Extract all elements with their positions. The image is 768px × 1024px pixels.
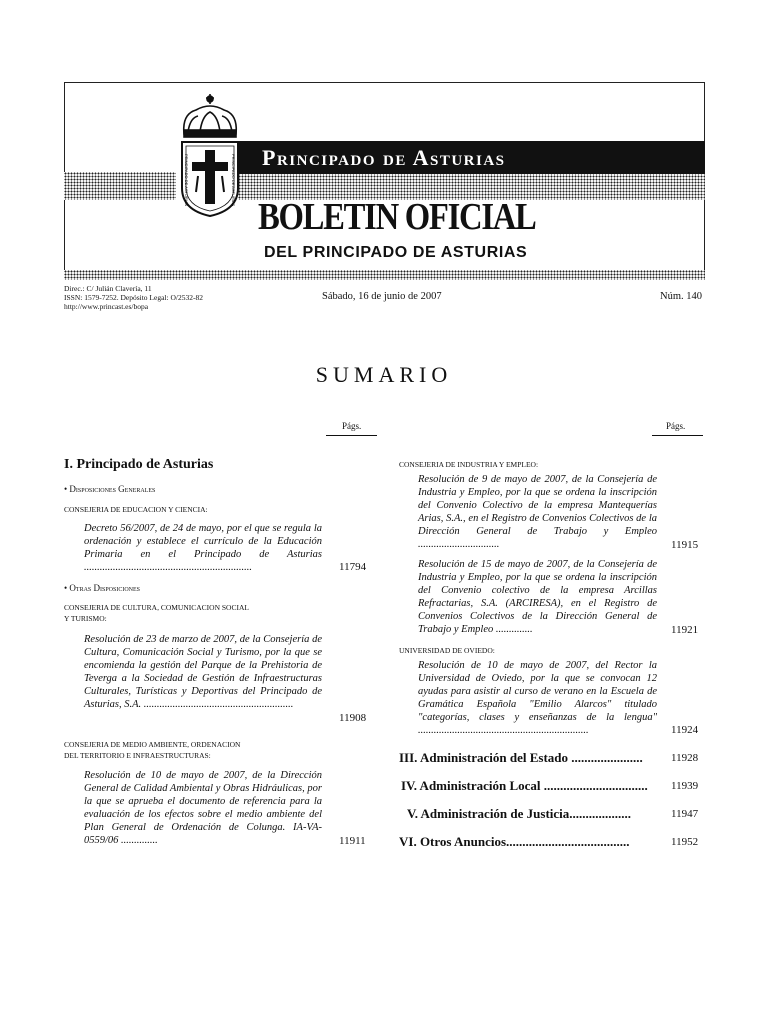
section-page-number: 11939 <box>671 780 699 792</box>
page-title: SUMARIO <box>315 362 453 387</box>
entry-resolucion-15-mayo-arciresa[interactable]: Resolución de 15 de mayo de 2007, de la Consejería de Industria y Empleo, por la que se ordena la inscripción del Convenio colectivo de la empresa Arcillas Refractarias, S.A. (ARCIRESA), en el Registro de Convenios Colectivos de la Dirección General de Trabajo y Empleo .............. <box>418 559 657 635</box>
universidad-oviedo: UNIVERSIDAD DE OVIEDO: <box>399 646 495 655</box>
section-administracion-justicia[interactable]: V. Administración de Justicia................... <box>407 806 632 821</box>
consejeria-industria: CONSEJERIA DE INDUSTRIA Y EMPLEO: <box>399 460 539 469</box>
consejeria-medio-ambiente-line1: CONSEJERIA DE MEDIO AMBIENTE, ORDENACION <box>64 740 241 749</box>
entry-page-number: 11911 <box>339 835 366 847</box>
consejeria-cultura-line1: CONSEJERIA DE CULTURA, COMUNICACION SOCIAL <box>64 603 249 612</box>
section-page-number: 11947 <box>671 808 699 820</box>
entry-page-number: 11908 <box>339 712 367 724</box>
section-otros-anuncios[interactable]: VI. Otros Anuncios...................................... <box>399 834 630 849</box>
masthead-dot-band-bottom <box>64 270 705 280</box>
entry-resolucion-23-marzo[interactable]: Resolución de 23 de marzo de 2007, de la Consejería de Cultura, Comunicación Social y Turismo, por la que se encomienda la gestión del Parque de la Prehistoria de Teverga a la Sociedad de Gestión de Infraestructuras Culturales, Turísticas y Deportivas del Principado de Asturias, S.A. ......................................................... <box>84 634 322 710</box>
pags-label-left: Págs. <box>342 421 362 431</box>
entry-page-number: 11794 <box>339 561 367 573</box>
entry-resolucion-10-mayo-rector[interactable]: Resolución de 10 de mayo de 2007, del Rector la Universidad de Oviedo, por la que se convocan 12 ayudas para asistir al curso de verano en la Escuela de Gramática Española "Emilio Alarcos" titulado "categorías, clases y enseñanzas de la lengua" ................................................................. <box>418 660 657 736</box>
section-administracion-local[interactable]: IV. Administración Local ................................ <box>401 778 648 793</box>
address-line: Direc.: C/ Julián Clavería, 11 <box>64 284 152 293</box>
pags-rule-left <box>326 435 377 436</box>
entry-page-number: 11915 <box>671 539 699 551</box>
pags-rule-right <box>652 435 703 436</box>
entry-resolucion-9-mayo-mantequerias[interactable]: Resolución de 9 de mayo de 2007, de la Consejería de Industria y Empleo, por la que se ordena la inscripción del Convenio Colectivo de la empresa Mantequerías Arias, S.A., en el Registro de Convenios Colectivos de la Dirección General de Trabajo y Empleo ............................... <box>418 474 657 550</box>
consejeria-educacion: CONSEJERIA DE EDUCACION Y CIENCIA: <box>64 505 208 514</box>
entry-decreto-56-2007[interactable]: Decreto 56/2007, de 24 de mayo, por el que se regula la ordenación y establece el currículo de la Educación Primaria en el Principado de Asturias ................................................................ <box>84 523 322 573</box>
entry-page-number: 11921 <box>671 624 699 636</box>
website-link[interactable]: http://www.princast.es/bopa <box>64 302 149 311</box>
subsection-otras-disposiciones: • Otras Disposiciones <box>64 583 140 593</box>
issue-date: Sábado, 16 de junio de 2007 <box>322 291 442 302</box>
principado-title: Principado de Asturias <box>262 145 506 170</box>
entry-resolucion-10-mayo-colunga[interactable]: Resolución de 10 de mayo de 2007, de la Dirección General de Calidad Ambiental y Obras Hidráulicas, por la que se aprueba el documento de referencia para la evaluación de los efectos sobre el medio ambiente del Plan General de Ordenación de Colunga. IA-VA-0559/06 .............. <box>84 770 322 846</box>
issue-number: Núm. 140 <box>660 291 702 302</box>
section-administracion-estado[interactable]: III. Administración del Estado ...................... <box>399 750 643 765</box>
consejeria-medio-ambiente-line2: DEL TERRITORIO E INFRAESTRUCTURAS: <box>64 751 211 760</box>
consejeria-cultura-line2: Y TURISMO: <box>64 614 107 623</box>
subsection-disposiciones-generales: • Disposiciones Generales <box>64 484 156 494</box>
asturias-coat-of-arms-icon <box>174 92 246 220</box>
boletin-subtitle: DEL PRINCIPADO DE ASTURIAS <box>264 244 528 261</box>
section-heading-principado: I. Principado de Asturias <box>64 457 214 472</box>
entry-page-number: 11924 <box>671 724 699 736</box>
section-page-number: 11928 <box>671 752 699 764</box>
svg-text:PRINCIPADO DE ASTURIAS: PRINCIPADO DE ASTURIAS <box>184 154 189 207</box>
boletin-title: BOLETIN OFICIAL <box>258 196 536 238</box>
pags-label-right: Págs. <box>666 421 686 431</box>
issn-line: ISSN: 1579-7252. Depósito Legal: O/2532-82 <box>64 293 203 302</box>
section-page-number: 11952 <box>671 836 699 848</box>
svg-text:PRINCIPADO DE ASTURIAS: PRINCIPADO DE ASTURIAS <box>231 154 236 207</box>
